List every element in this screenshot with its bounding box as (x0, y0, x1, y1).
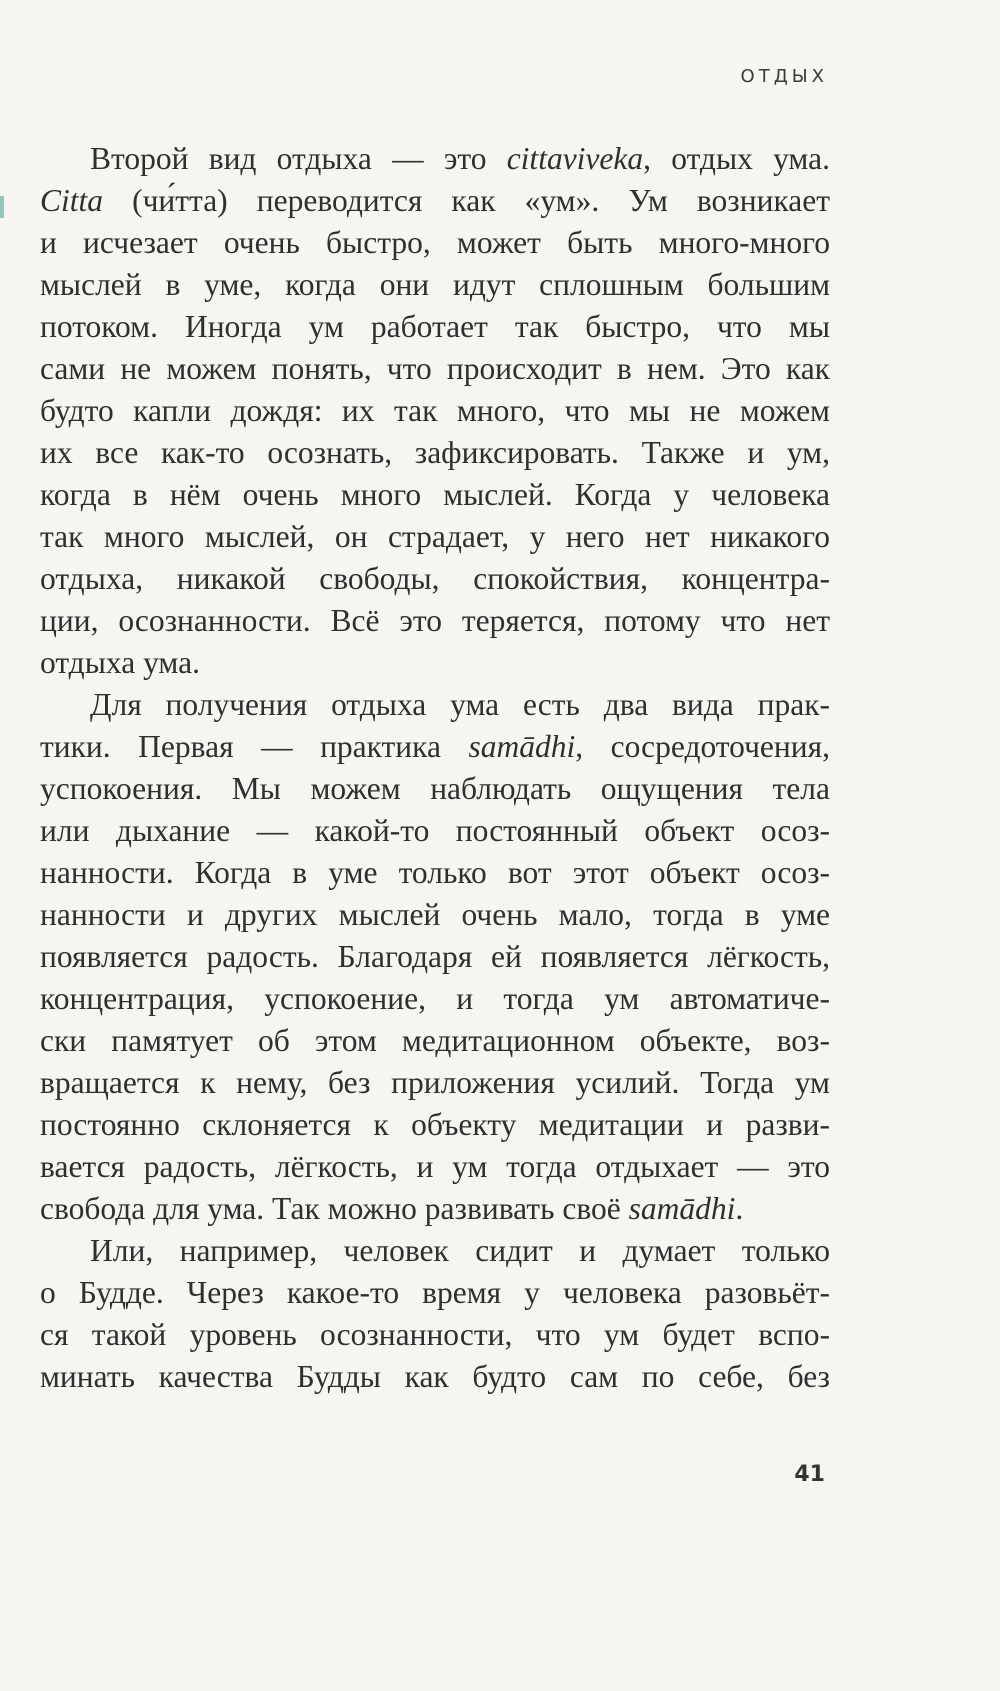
text-line: успокоения. Мы можем наблюдать ощущения тела (40, 771, 830, 806)
text-line (40, 180, 830, 222)
italic-term: samādhi (468, 729, 576, 764)
text-line: о Будде. Через какое-то время у человека разовьёт- (40, 1275, 830, 1310)
body-text (40, 138, 830, 1398)
text-line: их все как-то осознать, зафиксировать. Также и ум, (40, 435, 830, 470)
text-line: мыслей в уме, когда они идут сплошным большим (40, 267, 830, 302)
text-line: нанности. Когда в уме только вот этот объект осоз- (40, 855, 830, 890)
page-number: 41 (794, 1462, 825, 1487)
text-line: потоком. Иногда ум работает так быстро, что мы (40, 309, 830, 344)
text-line: нанности и других мыслей очень мало, тогда в уме (40, 897, 830, 932)
text-line (40, 138, 830, 180)
text-line: концентрация, успокоение, и тогда ум автоматиче- (40, 981, 830, 1016)
text-line: сами не можем понять, что происходит в нем. Это как (40, 351, 830, 386)
text-line: ся такой уровень осознанности, что ум будет вспо- (40, 1317, 830, 1352)
text-line (40, 726, 830, 768)
text-segment: , сосредоточения, (575, 729, 830, 764)
page-edge-mark (0, 196, 4, 218)
text-line: вается радость, лёгкость, и ум тогда отдыхает — это (40, 1149, 830, 1184)
text-line (40, 1188, 830, 1230)
text-line: ски памятует об этом медитационном объекте, воз- (40, 1023, 830, 1058)
text-segment: . (735, 1191, 744, 1226)
text-line: или дыхание — какой-то постоянный объект осоз- (40, 813, 830, 848)
text-line: когда в нём очень много мыслей. Когда у человека (40, 477, 830, 512)
text-line: минать качества Будды как будто сам по себе, без (40, 1359, 830, 1394)
text-segment: (чи́тта) переводится как «ум». Ум возникает (103, 183, 830, 218)
text-line: вращается к нему, без приложения усилий. Тогда ум (40, 1065, 830, 1100)
text-line: и исчезает очень быстро, может быть много-много (40, 225, 830, 260)
text-segment: свобода для ума. Так можно развивать своё (40, 1191, 629, 1226)
text-segment: Второй вид отдыха — это (90, 141, 507, 176)
text-line: отдыха, никакой свободы, спокойствия, концентра- (40, 561, 830, 596)
text-line: так много мыслей, он страдает, у него нет никакого (40, 519, 830, 554)
italic-term: samādhi (628, 1191, 736, 1226)
text-line: отдыха ума. (40, 645, 200, 680)
text-line: Или, например, человек сидит и думает только (90, 1233, 830, 1268)
running-head: ОТДЫХ (740, 66, 828, 87)
italic-term: Citta (40, 183, 104, 218)
text-segment: тики. Первая — практика (40, 729, 469, 764)
text-line: постоянно склоняется к объекту медитации и разви- (40, 1107, 830, 1142)
text-line: Для получения отдыха ума есть два вида прак- (90, 687, 830, 722)
text-line: ции, осознанности. Всё это теряется, потому что нет (40, 603, 830, 638)
text-segment: , отдых ума. (643, 141, 830, 176)
text-line: появляется радость. Благодаря ей появляется лёгкость, (40, 939, 830, 974)
text-line: будто капли дождя: их так много, что мы не можем (40, 393, 830, 428)
italic-term: cittaviveka (506, 141, 644, 176)
